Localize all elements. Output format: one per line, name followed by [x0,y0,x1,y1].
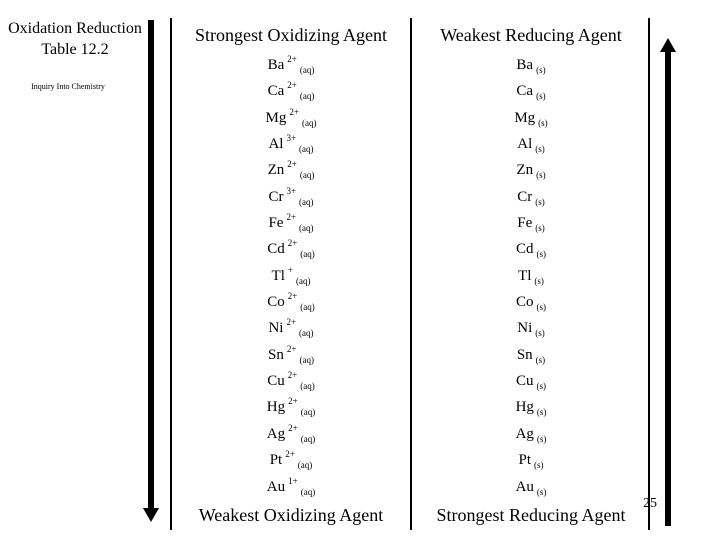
reducing-agent-cell [412,368,650,394]
metal-symbol: Cr [517,188,533,205]
ion-symbol: Tl [271,267,285,284]
metal-symbol: Ca [516,83,534,100]
table-row [172,474,648,500]
arrow-down-icon [143,20,159,522]
oxidizing-agent-cell [172,342,410,368]
ion-charge: 2+ [287,370,298,381]
oxidizing-agent-cell [172,105,410,131]
table-row [172,394,648,420]
metal-symbol: Ag [515,425,534,442]
reducing-agent-cell [412,131,650,157]
oxidizing-agent-cell [172,184,410,210]
ion-charge: 2+ [287,238,298,249]
oxidizing-agent-cell [172,52,410,78]
metal-symbol: Mg [514,109,536,126]
ion-symbol: Ba [267,57,285,73]
reducing-agent-cell [412,184,650,210]
ion-charge: 2+ [289,106,299,117]
arrow-up-icon [660,38,676,526]
table-row [172,131,648,157]
ion-charge: 2+ [288,396,298,407]
metal-state: (s) [534,275,544,286]
ion-state: (aq) [299,354,314,365]
metal-state: (s) [534,460,544,471]
reducing-agent-cell [412,447,650,473]
ion-state: (aq) [300,381,315,392]
metal-state: (s) [536,381,546,392]
header-left: Strongest Oxidizing Agent [195,25,387,45]
metal-symbol: Pt [518,452,531,469]
oxidizing-agent-cell [172,131,410,157]
metal-state: (s) [536,433,547,444]
oxidizing-agent-cell [172,210,410,236]
table-body [172,52,648,500]
ion-symbol: Ni [268,320,284,337]
ion-charge: 2+ [286,343,297,354]
oxidizing-agent-cell [172,315,410,341]
ion-charge: 3+ [286,185,297,196]
metal-symbol: Zn [516,162,534,179]
metal-state: (s) [536,407,547,418]
ion-charge: + [287,264,293,275]
ion-charge: 2+ [286,317,297,328]
ion-symbol: Co [267,294,285,311]
metal-state: (s) [538,117,548,128]
ion-charge: 2+ [285,449,295,460]
ion-state: (aq) [299,144,314,155]
slide-title: Oxidation Reduction Table 12.2 [8,20,142,58]
ion-state: (aq) [301,117,317,128]
metal-state: (s) [535,223,545,234]
oxidizing-agent-cell [172,236,410,262]
table-row [172,342,648,368]
redox-table [170,18,650,530]
ion-state: (aq) [299,223,314,234]
reducing-agent-cell [412,105,650,131]
metal-symbol: Hg [515,399,534,416]
table-row [172,447,648,473]
metal-state: (s) [536,170,546,181]
reducing-agent-cell [412,289,650,315]
page-number: 25 [643,496,657,511]
metal-symbol: Sn [516,346,533,363]
arrow-head [143,508,159,522]
oxidizing-agent-cell [172,421,410,447]
metal-state: (s) [535,144,545,155]
ion-state: (aq) [299,170,315,181]
arrow-shaft [665,50,671,526]
ion-charge: 2+ [287,54,297,64]
table-row [172,210,648,236]
ion-symbol: Fe [268,215,284,232]
ion-charge: 2+ [287,291,298,302]
metal-symbol: Tl [518,267,532,284]
reducing-agent-cell [412,394,650,420]
metal-state: (s) [535,328,545,339]
oxidizing-agent-cell [172,289,410,315]
ion-state: (aq) [297,460,313,471]
ion-symbol: Au [266,478,286,495]
metal-symbol: Co [515,294,534,311]
ion-charge: 2+ [287,80,297,91]
ion-charge: 2+ [286,212,297,223]
metal-state: (s) [536,91,546,102]
ion-charge: 2+ [287,159,297,170]
ion-symbol: Mg [265,109,287,126]
ion-state: (aq) [300,407,316,418]
metal-symbol: Fe [517,215,533,232]
metal-symbol: Cu [515,373,534,390]
ion-charge: 1+ [288,475,298,486]
ion-state: (aq) [299,328,314,339]
reducing-agent-cell [412,342,650,368]
reducing-agent-cell [412,157,650,183]
ion-state: (aq) [300,249,315,260]
oxidizing-agent-cell [172,78,410,104]
reducing-agent-cell [412,78,650,104]
metal-symbol: Al [517,136,533,153]
table-row [172,263,648,289]
metal-symbol: Ni [517,320,533,337]
ion-symbol: Hg [266,399,286,416]
table-row [172,157,648,183]
table-row [172,315,648,341]
oxidizing-agent-cell [172,368,410,394]
table-row [172,78,648,104]
reducing-agent-cell [412,474,650,500]
reducing-agent-cell [412,210,650,236]
metal-state: (s) [535,354,546,365]
ion-charge: 3+ [286,133,297,144]
ion-symbol: Cu [267,373,285,390]
footer-left: Weakest Oxidizing Agent [198,505,384,525]
ion-state: (aq) [300,486,316,497]
ion-symbol: Pt [269,452,283,469]
ion-state: (aq) [299,196,314,207]
table-row [172,289,648,315]
metal-state: (s) [536,65,546,75]
footer-right: Strongest Reducing Agent [436,505,626,525]
metal-state: (s) [536,302,546,313]
table-row [172,52,648,78]
table-row [172,105,648,131]
reducing-agent-cell [412,52,650,78]
metal-state: (s) [536,486,547,497]
reducing-agent-cell [412,421,650,447]
table-row [172,421,648,447]
table-row [172,184,648,210]
oxidizing-agent-cell [172,474,410,500]
ion-state: (aq) [300,302,315,313]
ion-symbol: Cr [268,188,284,205]
metal-symbol: Ba [516,57,534,73]
ion-symbol: Al [268,136,284,153]
ion-symbol: Ag [266,425,286,442]
oxidizing-agent-cell [172,263,410,289]
ion-charge: 2+ [288,422,298,433]
table-row [172,368,648,394]
ion-symbol: Cd [267,241,285,258]
oxidizing-agent-cell [172,394,410,420]
metal-state: (s) [536,249,546,260]
arrow-shaft [148,20,154,510]
metal-state: (s) [535,196,545,207]
ion-symbol: Ca [267,83,285,100]
ion-state: (aq) [300,433,316,444]
metal-symbol: Au [515,478,534,495]
oxidizing-agent-cell [172,157,410,183]
table-row [172,236,648,262]
oxidizing-agent-cell [172,447,410,473]
ion-state: (aq) [299,91,315,102]
reducing-agent-cell [412,315,650,341]
ion-symbol: Sn [268,346,284,363]
reducing-agent-cell [412,263,650,289]
metal-symbol: Cd [515,241,534,258]
header-right: Weakest Reducing Agent [440,25,622,45]
slide-subtitle: Inquiry Into Chemistry [31,82,105,91]
ion-state: (aq) [295,275,311,286]
ion-state: (aq) [299,65,315,75]
ion-symbol: Zn [267,162,285,179]
reducing-agent-cell [412,236,650,262]
